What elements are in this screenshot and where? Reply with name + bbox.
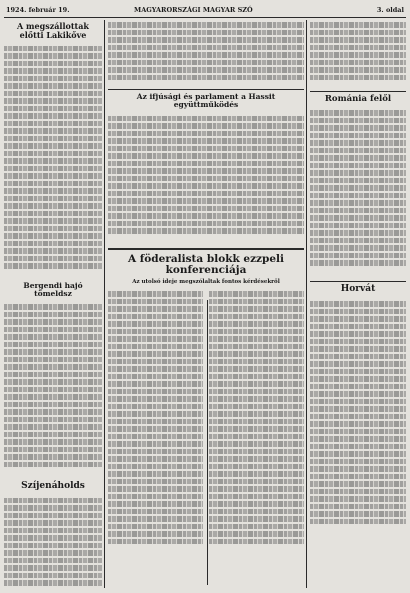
running-header <box>6 4 404 16</box>
column-rule-1 <box>104 20 105 588</box>
article-5-headline: A föderalista blokk ezzpeli konferenciája <box>127 252 285 277</box>
article-2-headline: Bergendi hajó tömeldsz <box>23 280 83 298</box>
column-rule-2 <box>306 20 307 588</box>
header-page-number: 3. oldal <box>376 6 404 14</box>
article-4-headline: Az ifjúsági és parlament a Hassit együttműködés <box>136 92 276 110</box>
article-3-headline: Szíjenáholds <box>21 481 85 492</box>
article-2-body <box>4 302 102 474</box>
header-rule <box>4 17 406 18</box>
article-4-body <box>108 114 304 244</box>
article-top-right-continued <box>310 20 406 88</box>
article-3-body <box>4 496 102 588</box>
article-5-body <box>108 289 304 564</box>
section-rule-c <box>310 91 406 92</box>
section-rule-d <box>310 281 406 282</box>
column-2 <box>108 20 304 588</box>
article-1-headline: A megszállottak előtti Lakikőve <box>17 21 89 40</box>
article-6-headline: Románia felől <box>324 94 392 104</box>
article-7-body <box>310 299 406 549</box>
article-7-headline: Horvát <box>340 284 376 295</box>
section-rule-b <box>108 248 304 250</box>
column-1 <box>4 20 102 588</box>
article-5-subheadline: Az utolsó ideje megszólaltak fontos kérdésekről <box>132 278 280 285</box>
header-paper-title: MAGYARORSZÁGI MAGYAR SZÓ <box>134 6 253 14</box>
article-6-body <box>310 108 406 278</box>
article-top-continued <box>108 20 304 86</box>
header-date: 1924. február 19. <box>6 6 70 14</box>
column-4 <box>310 20 406 588</box>
article-1-body <box>4 44 102 276</box>
section-rule-a <box>108 89 304 90</box>
